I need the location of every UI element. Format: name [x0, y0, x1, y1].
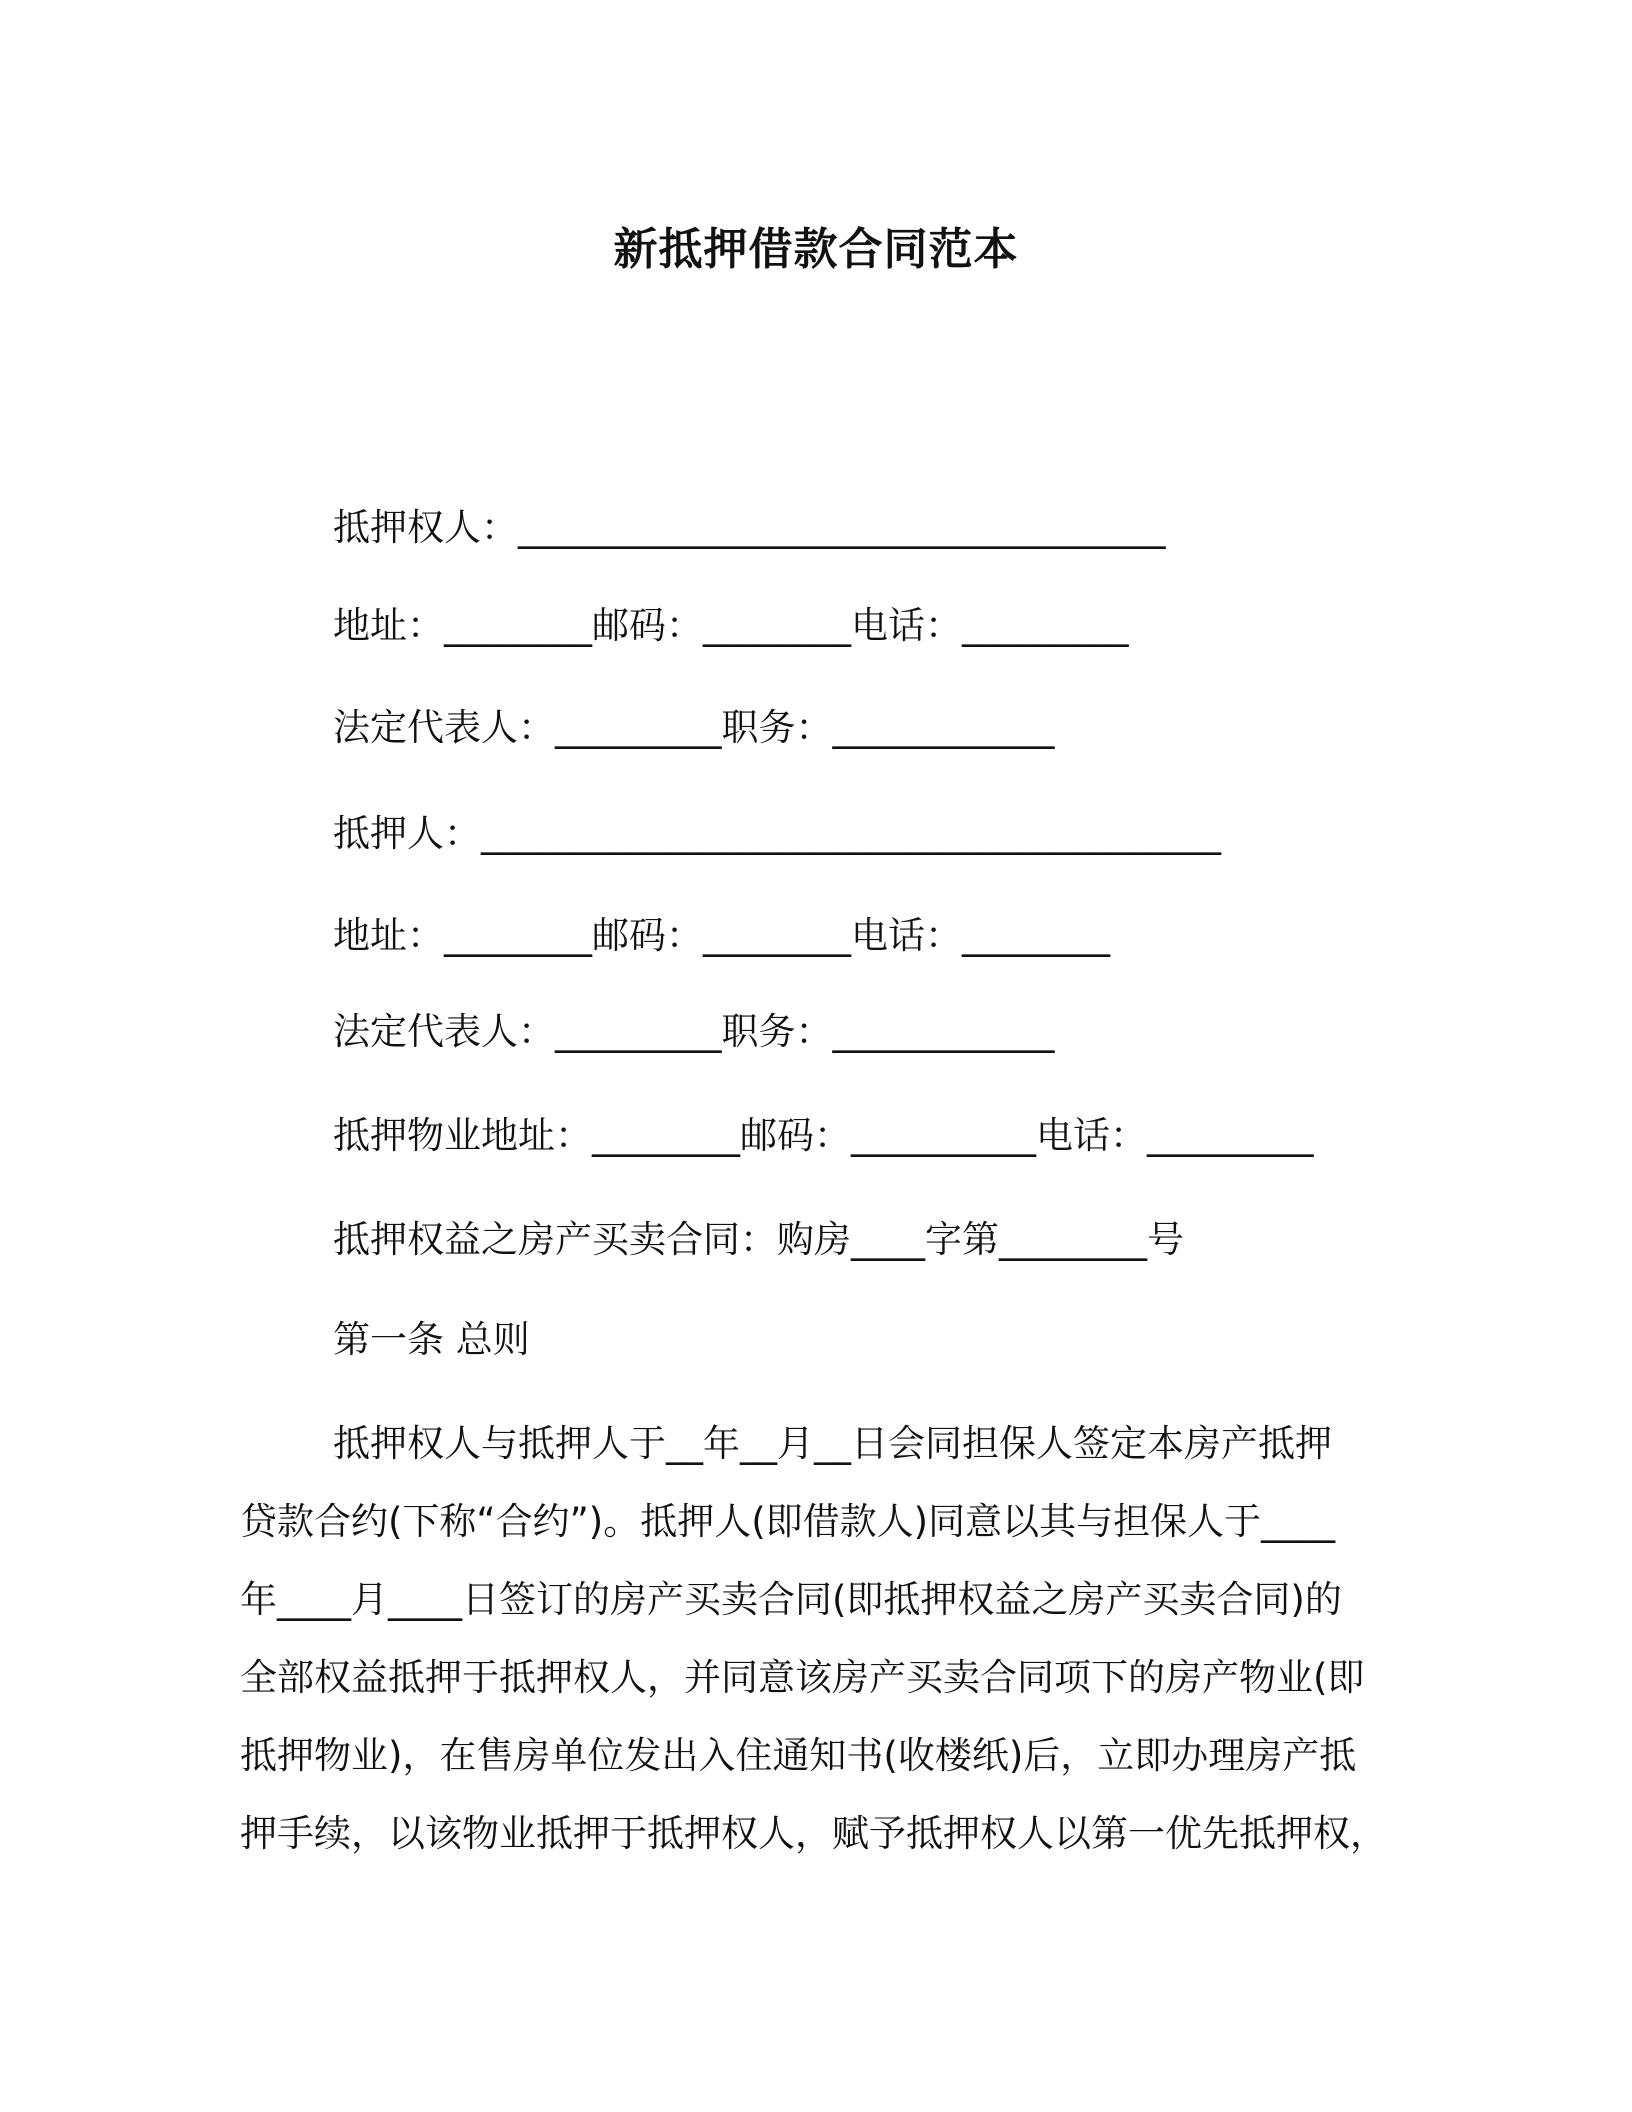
mortgagor-field: 抵押人：________________________________________ — [333, 812, 1221, 855]
mortgagor-legal-rep-field: 法定代表人：_________职务：____________ — [333, 1010, 1055, 1053]
document-title: 新抵押借款合同范本 — [613, 224, 1019, 275]
body-line: 年____月____日签订的房产买卖合同(即抵押权益之房产买卖合同)的 — [240, 1578, 1342, 1621]
property-address-field: 抵押物业地址：________邮码：__________电话：_________ — [333, 1114, 1314, 1157]
body-line: 贷款合约(下称“合约”)。抵押人(即借款人)同意以其与担保人于____ — [240, 1500, 1336, 1543]
mortgagor-contact-field: 地址：________邮码：________电话：________ — [333, 914, 1110, 957]
body-line: 押手续，以该物业抵押于抵押权人，赋予抵押权人以第一优先抵押权， — [240, 1812, 1387, 1855]
purchase-contract-field: 抵押权益之房产买卖合同：购房____字第________号 — [333, 1218, 1184, 1261]
mortgagee-contact-field: 地址：________邮码：________电话：_________ — [333, 604, 1129, 647]
mortgagee-legal-rep-field: 法定代表人：_________职务：____________ — [333, 706, 1055, 749]
body-line: 抵押权人与抵押人于__年__月__日会同担保人签定本房产抵押 — [333, 1422, 1332, 1465]
body-line: 抵押物业)，在售房单位发出入住通知书(收楼纸)后，立即办理房产抵 — [240, 1734, 1357, 1777]
section-heading: 第一条 总则 — [333, 1318, 530, 1361]
mortgagee-field: 抵押权人：___________________________________ — [333, 506, 1166, 549]
body-line: 全部权益抵押于抵押权人，并同意该房产买卖合同项下的房产物业(即 — [240, 1656, 1365, 1699]
